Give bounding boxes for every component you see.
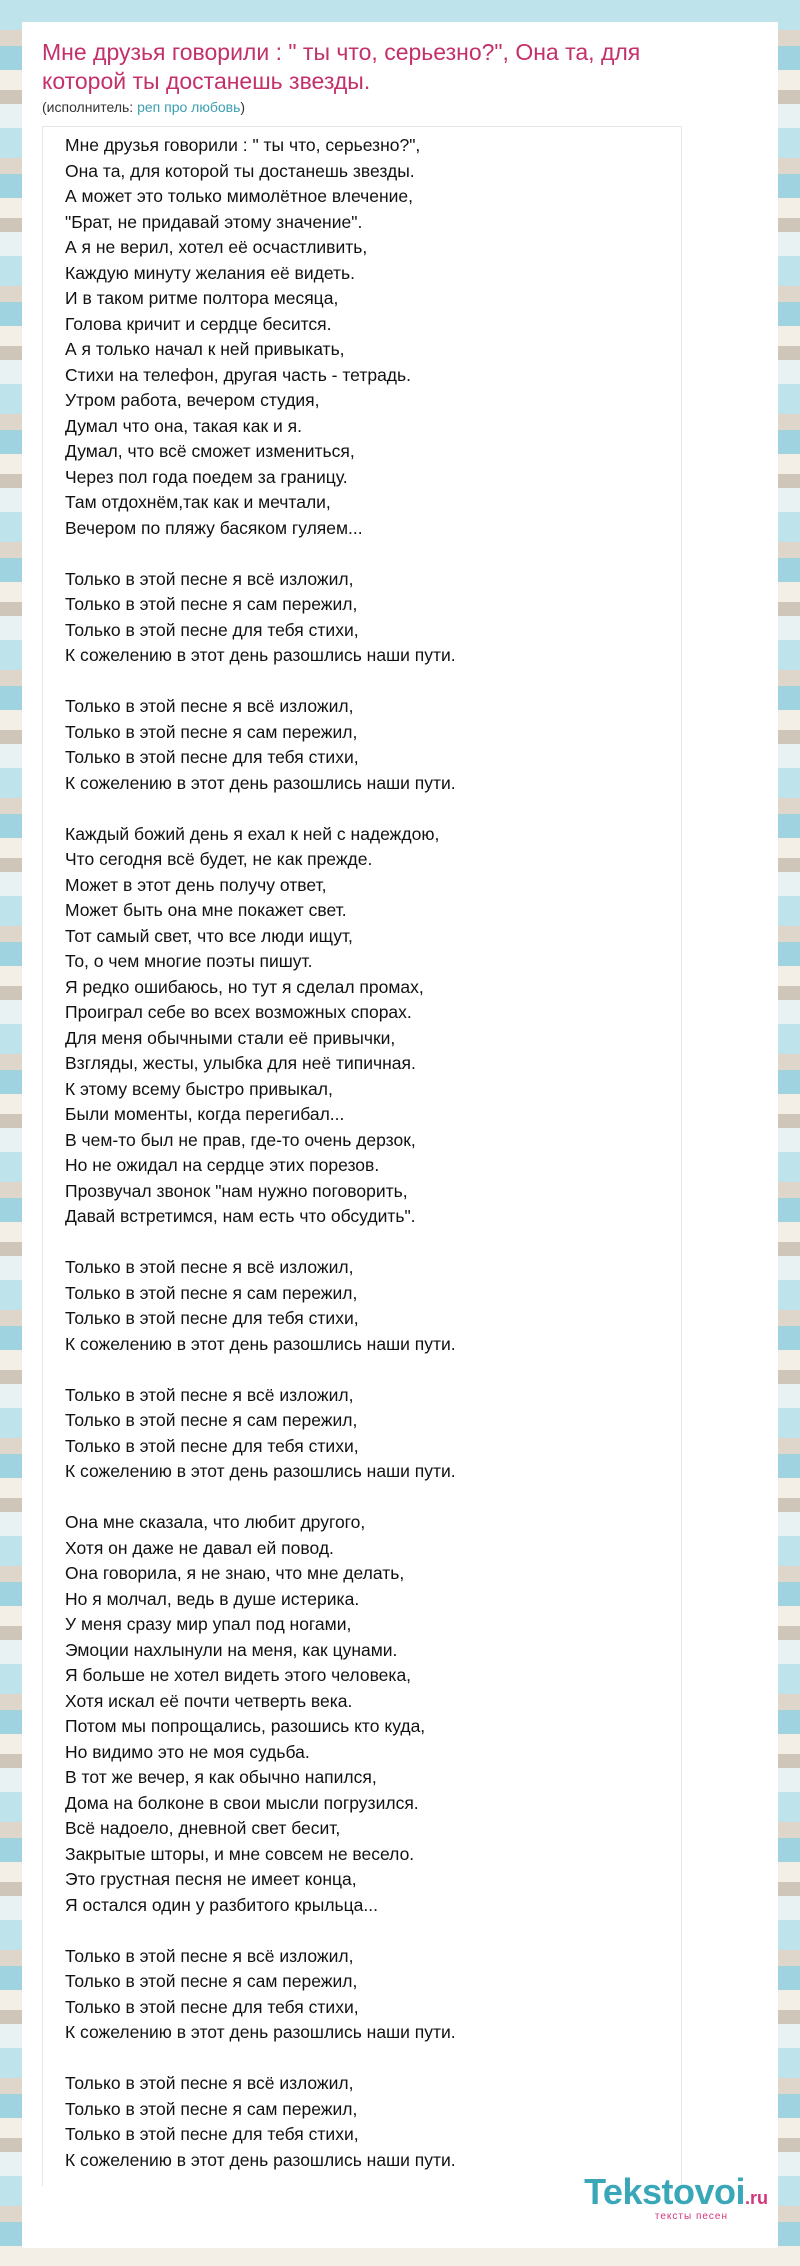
lyric-line: Тот самый свет, что все люди ищут, <box>65 925 353 946</box>
logo-tld: .ru <box>744 2188 768 2208</box>
lyric-line: Я редко ошибаюсь, но тут я сделал промах, <box>65 976 424 997</box>
lyric-line: К сожелению в этот день разошлись наши пути. <box>65 1461 456 1481</box>
lyric-line: В чем-то был не прав, где-то очень дерзок, <box>65 1129 416 1150</box>
lyric-line: Давай встретимся, нам есть что обсудить". <box>65 1206 416 1226</box>
lyric-line: Мне друзья говорили : " ты что, серьезно?", <box>65 135 421 155</box>
lyric-line: К сожелению в этот день разошлись наши пути. <box>65 2149 456 2170</box>
artist-line <box>42 98 758 116</box>
lyric-line: Всё надоело, дневной свет бесит, <box>65 1818 341 1838</box>
stanza-gap <box>65 669 681 695</box>
lyric-line: Только в этой песне я сам пережил, <box>65 2098 358 2119</box>
lyric-line: Каждый божий день я ехал к ней с надеждою, <box>65 823 440 844</box>
stanza-gap <box>65 796 681 822</box>
page-title: Мне друзья говорили : " ты что, серьезно?", Она та, для которой ты достанешь звезды. <box>42 39 641 94</box>
lyric-line: Только в этой песне я всё изложил, <box>65 2073 354 2093</box>
lyric-line: К сожелению в этот день разошлись наши пути. <box>65 772 456 793</box>
lyric-line: Но видимо это не моя судьба. <box>65 1741 310 1762</box>
logo-name: Tekstovoi <box>584 2171 745 2212</box>
lyric-line: А может это только мимолётное влечение, <box>65 186 414 206</box>
stanza-gap <box>65 1230 681 1256</box>
lyric-line: Думал что она, такая как и я. <box>65 415 302 436</box>
lyric-line: Закрытые шторы, и мне совсем не весело. <box>65 1843 415 1864</box>
lyric-line: К сожелению в этот день разошлись наши пути. <box>65 2022 456 2042</box>
lyric-line: Хотя он даже не давал ей повод. <box>65 1537 334 1558</box>
lyric-line: А я только начал к ней привыкать, <box>65 339 345 359</box>
lyric-line: Прозвучал звонок "нам нужно поговорить, <box>65 1180 408 1201</box>
stanza-gap <box>65 541 681 567</box>
lyric-line: Только в этой песне для тебя стихи, <box>65 1308 359 1328</box>
lyric-line: К этому всему быстро привыкал, <box>65 1078 333 1099</box>
lyric-line: Только в этой песне я всё изложил, <box>65 568 354 589</box>
lyric-line: Это грустная песня не имеет конца, <box>65 1869 357 1889</box>
lyric-line: Проиграл себе во всех возможных спорах. <box>65 1002 412 1022</box>
lyric-line: Только в этой песне я всё изложил, <box>65 1384 354 1405</box>
lyric-line: Каждую минуту желания её видеть. <box>65 262 355 283</box>
lyric-line: Дома на болконе в свои мысли погрузился. <box>65 1792 419 1813</box>
lyrics-block <box>42 126 682 2186</box>
lyric-line: Стихи на телефон, другая часть - тетрадь. <box>65 364 412 385</box>
lyric-line: Но я молчал, ведь в душе истерика. <box>65 1588 360 1609</box>
lyric-line: Вечером по пляжу басяком гуляем... <box>65 517 363 538</box>
lyric-line: Только в этой песне для тебя стихи, <box>65 2124 359 2144</box>
lyric-line: Она мне сказала, что любит другого, <box>65 1512 366 1532</box>
lyric-line: Утром работа, вечером студия, <box>65 390 320 410</box>
lyric-line: Только в этой песне для тебя стихи, <box>65 1435 359 1456</box>
lyric-line: Что сегодня всё будет, не как прежде. <box>65 849 373 869</box>
lyric-line: Через пол года поедем за границу. <box>65 466 348 487</box>
lyric-line: Я больше не хотел видеть этого человека, <box>65 1665 412 1685</box>
lyric-line: К сожелению в этот день разошлись наши пути. <box>65 1333 456 1354</box>
lyric-line: Потом мы попрощались, разошись кто куда, <box>65 1716 426 1736</box>
lyric-line: Были моменты, когда перегибал... <box>65 1104 345 1124</box>
lyric-line: Только в этой песне я сам пережил, <box>65 1410 358 1430</box>
site-logo[interactable] <box>584 2173 768 2222</box>
lyric-line: Только в этой песне я сам пережил, <box>65 1971 358 1991</box>
lyric-line: Только в этой песне я сам пережил, <box>65 721 358 742</box>
lyric-line: Только в этой песне я сам пережил, <box>65 594 358 614</box>
lyric-line: Она говорила, я не знаю, что мне делать, <box>65 1563 405 1583</box>
lyric-line: Но не ожидал на сердце этих порезов. <box>65 1155 380 1175</box>
logo-tagline: тексты песен <box>654 2211 728 2222</box>
lyric-line: Только в этой песне для тебя стихи, <box>65 747 359 767</box>
lyric-line: Может в этот день получу ответ, <box>65 874 327 895</box>
lyric-line: Хотя искал её почти четверть века. <box>65 1690 353 1711</box>
lyric-line: Может быть она мне покажет свет. <box>65 900 347 920</box>
lyric-line: Только в этой песне я всё изложил, <box>65 1257 354 1277</box>
lyric-line: В тот же вечер, я как обычно напился, <box>65 1767 377 1787</box>
lyric-line: Только в этой песне я сам пережил, <box>65 1282 358 1303</box>
lyric-line: И в таком ритме полтора месяца, <box>65 288 339 308</box>
stanza-gap <box>65 1357 681 1383</box>
lyric-line: Для меня обычными стали её привычки, <box>65 1027 396 1048</box>
artist-suffix: ) <box>240 99 246 115</box>
lyric-line: Только в этой песне я всё изложил, <box>65 1945 354 1966</box>
stanza-gap <box>65 1485 681 1511</box>
artist-prefix: (исполнитель: <box>42 99 138 115</box>
lyric-line: Там отдохнём,так как и мечтали, <box>65 492 331 512</box>
lyric-line: А я не верил, хотел её осчастливить, <box>65 237 368 257</box>
lyric-line: То, о чем многие поэты пишут. <box>65 951 313 971</box>
artist-link[interactable]: реп про любовь <box>137 99 241 115</box>
lyric-line: Я остался один у разбитого крыльца... <box>65 1894 378 1915</box>
lyric-line: Эмоции нахлынули на меня, как цунами. <box>65 1639 398 1660</box>
lyric-line: Только в этой песне для тебя стихи, <box>65 1996 359 2017</box>
lyric-line: У меня сразу мир упал под ногами, <box>65 1614 352 1634</box>
stanza-gap <box>65 1918 681 1944</box>
lyric-line: Только в этой песне для тебя стихи, <box>65 619 359 640</box>
lyric-line: Голова кричит и сердце бесится. <box>65 313 332 334</box>
content-card <box>22 22 778 2248</box>
lyric-line: "Брат, не придавай этому значение". <box>65 211 363 232</box>
lyric-line: Думал, что всё сможет измениться, <box>65 441 355 461</box>
lyric-line: Она та, для которой ты достанешь звезды. <box>65 160 415 181</box>
stanza-gap <box>65 2046 681 2072</box>
lyric-line: Взгляды, жесты, улыбка для неё типичная. <box>65 1053 416 1073</box>
lyric-line: Только в этой песне я всё изложил, <box>65 696 354 716</box>
lyric-line: К сожелению в этот день разошлись наши пути. <box>65 645 456 665</box>
